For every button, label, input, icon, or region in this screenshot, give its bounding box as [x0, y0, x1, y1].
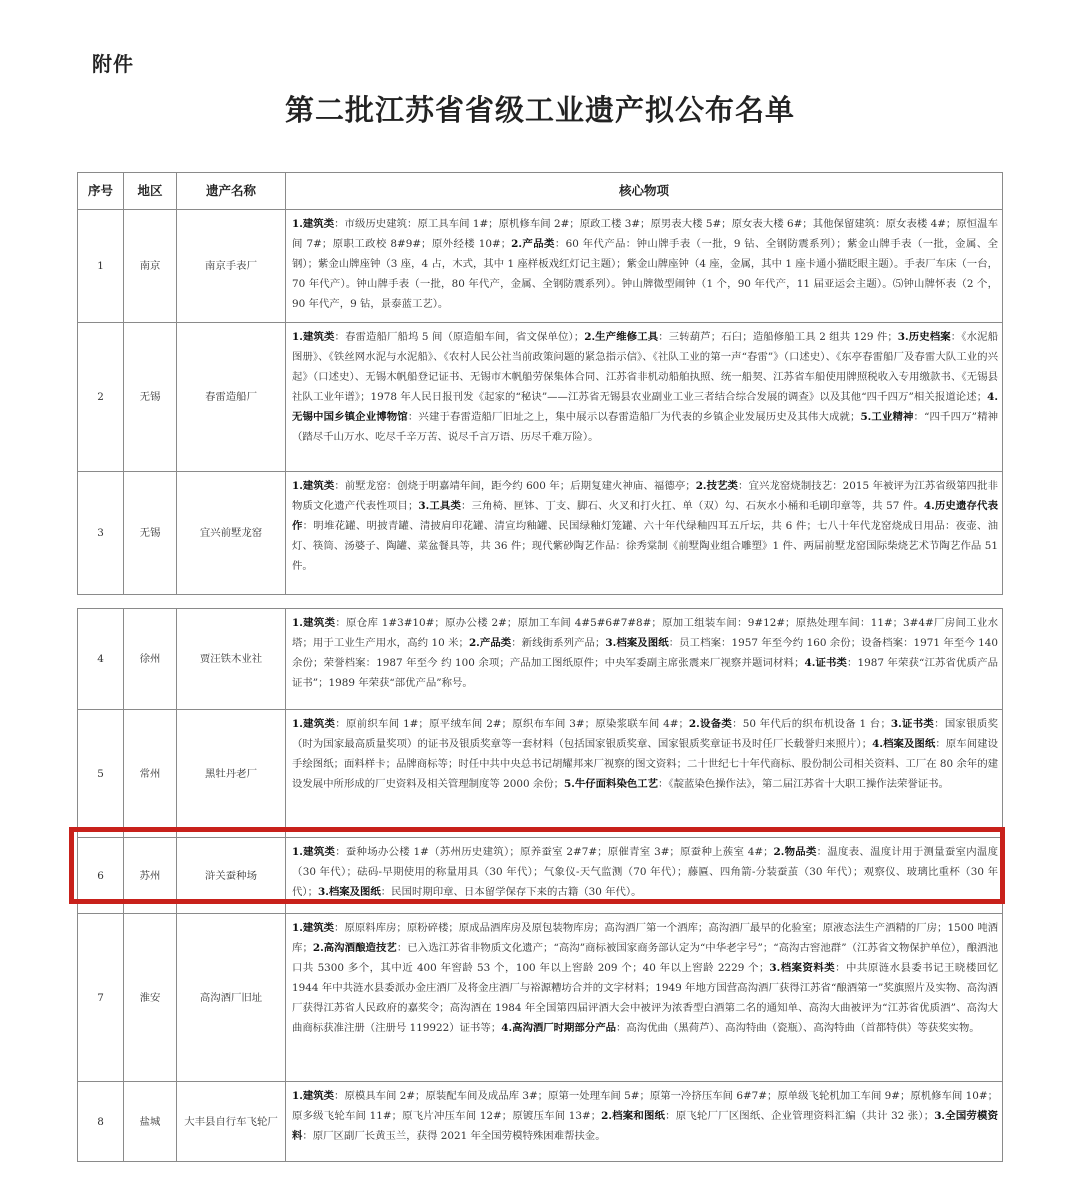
item-category-text: ：原仓库 1#3#10#；原办公楼 2#；原加工车间 4#5#6#7#8#；原加工组装车间：9#12#；原热处理车间：11#；3#4#厂房间工业水塔；用于工业生产用水，高约 10 米； — [292, 617, 998, 649]
item-category-text: ：兴建于春雷造船厂旧址之上，集中展示以春雷造船厂为代表的乡镇企业发展历史及其伟大成就； — [407, 411, 861, 423]
row-region: 无锡 — [124, 472, 177, 595]
item-category-text: ：三角椅、匣钵、丁支、脚石、火叉和打火扛、单（双）勾、石灰水小桶和毛刷印章等，共 57 件。 — [460, 500, 924, 512]
row-number: 5 — [78, 710, 124, 838]
item-category-label: 1.建筑类 — [292, 218, 335, 230]
item-category-label: 1.建筑类 — [292, 480, 335, 492]
row-heritage-name-text: 高沟酒厂旧址 — [199, 991, 263, 1004]
document-title: 第二批江苏省省级工业遗产拟公布名单 — [284, 93, 795, 127]
row-number: 7 — [78, 914, 124, 1082]
item-category-text: ：60 年代产品：钟山牌手表（一批，9 钻、全钢防震系列）；紫金山牌手表（一批，金属、全钢）；紫金山牌座钟（3 座，4 占，木式，其中 1 座样板戏红灯记主题）；紫金山牌座钟（4 座，金属，其中 1 座卡通小猫眨眼主题）。手表厂车床（一台，70 年代产）。钟山牌手表（一批，80 年代产，金属、全钢防震系列）。钟山牌微型闹钟（1 个，90 年代产，11 届亚运会主题）。⑸钟山牌怀表（2 个，90 年代产，9 钻，景泰蓝工艺）。 — [292, 238, 998, 310]
item-category-label: 1.建筑类 — [292, 718, 336, 730]
heritage-table-part-1 — [77, 172, 1003, 595]
row-heritage-name-text: 春雷造船厂 — [205, 391, 257, 403]
table-row — [78, 609, 1003, 710]
row-core-items — [286, 210, 1003, 323]
item-category-label: 2.高沟酒酿造技艺 — [312, 942, 397, 954]
row-core-items — [286, 710, 1003, 838]
row-region: 常州 — [124, 710, 177, 838]
item-category-label: 3.工具类 — [418, 500, 461, 512]
item-category-label: 4.历史遗存代表作 — [292, 500, 998, 532]
header-region: 地区 — [124, 173, 177, 210]
item-category-label: 2.设备类 — [688, 718, 733, 730]
item-category-label: 1.建筑类 — [292, 846, 336, 858]
item-category-label: 3.历史档案 — [897, 331, 951, 343]
header-heritage-name: 遗产名称 — [177, 173, 286, 210]
row-heritage-name-text: 浒关蚕种场 — [205, 869, 257, 882]
item-category-label: 2.档案和图纸 — [601, 1110, 666, 1122]
row-heritage-name — [177, 472, 286, 595]
item-category-text: ：宜兴龙窑烧制技艺：2015 年被评为江苏省级第四批非物质文化遗产代表性项目； — [292, 480, 998, 512]
item-category-label: 3.档案及图纸 — [317, 886, 381, 898]
item-category-label: 1.建筑类 — [292, 331, 335, 343]
item-category-text: ：民国时期印章、日本留学保存下来的古籍（30 年代）。 — [380, 886, 642, 898]
row-number: 6 — [78, 838, 124, 914]
item-category-text: ：春雷造船厂船坞 5 间（原造船车间，省文保单位）； — [334, 331, 585, 343]
row-heritage-name-text: 大丰县自行车飞轮厂 — [184, 1115, 278, 1128]
header-core-items: 核心物项 — [286, 173, 1003, 210]
item-category-text: ：原原料库房；原粉碎楼；原成品酒库房及原包装物库房；高沟酒厂第一个酒库；高沟酒厂最早的化验室；原液态法生产酒精的厂房；1500 吨酒库； — [292, 922, 998, 954]
item-category-text: ：《靛蓝染色操作法》，第二届江苏省十大职工操作法荣誉证书。 — [658, 778, 949, 790]
table-row — [78, 838, 1003, 914]
table-row — [78, 1082, 1003, 1162]
item-category-label: 2.技艺类 — [695, 480, 739, 492]
item-category-label: 1.建筑类 — [292, 922, 335, 934]
item-category-label: 2.生产维修工具 — [584, 331, 659, 343]
item-category-label: 2.产品类 — [511, 238, 555, 250]
item-category-text: ：中共原涟水县委书记王晓楼回忆 1944 年中共涟水县委派办金庄酒厂及将金庄酒厂与裕源糟坊合并的文字材料；1949 年地方国营高沟酒厂获得江苏省“酿酒第一”奖旗照片及实物、高沟酒厂获得江苏省人民政府的嘉奖令；高沟酒在 1984 年全国第四届评酒大会中被评为浓香型白酒第二名的通知单、高沟大曲被评为“江苏省优质酒”、高沟大曲商标获准注册（注册号 119922）证书等； — [292, 962, 998, 1034]
row-core-items — [286, 609, 1003, 710]
row-region: 淮安 — [124, 914, 177, 1082]
item-category-label: 4.无锡中国乡镇企业博物馆 — [292, 391, 998, 423]
row-core-items — [286, 1082, 1003, 1162]
header-no: 序号 — [78, 173, 124, 210]
item-category-text: ：原厂区副厂长黄玉兰，获得 2021 年全国劳模特殊困难帮扶金。 — [302, 1130, 606, 1142]
item-category-text: ：原模具车间 2#；原装配车间及成品库 3#；原第一处理车间 5#；原第一冷挤压车间 6#7#；原单级飞轮机加工车间 9#；原机修车间 10#；原多级飞轮车间 11#；原飞片冲压车间 12#；原镀压车间 13#； — [292, 1090, 998, 1122]
row-core-items — [286, 323, 1003, 472]
item-category-label: 4.档案及图纸 — [872, 738, 936, 750]
item-category-text: ：原车间建设手绘图纸；面料样卡；品牌商标等；时任中共中央总书记胡耀邦来厂视察的图文资料；二十世纪七十年代商标、股份制公司相关资料、工厂在 80 余年的建设发展中所形成的厂史资料及相关管理制度等 2000 余份； — [292, 738, 999, 790]
table-row — [78, 914, 1003, 1082]
item-category-text: ：“四千四万”精神（踏尽千山万水、吃尽千辛万苦、说尽千言万语、历尽千难万险）。 — [292, 411, 999, 443]
item-category-text: ：新线街系列产品； — [511, 637, 606, 649]
row-heritage-name — [177, 914, 286, 1082]
row-heritage-name — [177, 838, 286, 914]
attachment-label: 附件 — [92, 52, 134, 76]
row-core-items — [286, 838, 1003, 914]
item-category-text: ：温度表、温度计用于测量蚕室内温度（30 年代）；砝码-早期使用的称量用具（30 年代）；气象仪-天气监测（70 年代）；藤匾、四角箭-分装蚕茧（30 年代）；观察仪、玻璃比重杯（30 年代）； — [292, 846, 998, 898]
item-category-label: 3.档案资料类 — [769, 962, 836, 974]
item-category-label: 1.建筑类 — [292, 617, 336, 629]
item-category-label: 2.产品类 — [468, 637, 512, 649]
row-heritage-name-text: 黑牡丹老厂 — [205, 767, 257, 780]
row-region: 无锡 — [124, 323, 177, 472]
row-heritage-name — [177, 710, 286, 838]
row-heritage-name — [177, 1082, 286, 1162]
item-category-label: 3.全国劳模资料 — [292, 1110, 998, 1142]
row-heritage-name — [177, 323, 286, 472]
row-core-items — [286, 914, 1003, 1082]
item-category-text: ：50 年代后的织布机设备 1 台； — [732, 718, 891, 730]
row-region: 徐州 — [124, 609, 177, 710]
row-heritage-name-text: 贾汪铁木业社 — [199, 653, 263, 665]
table-row — [78, 210, 1003, 323]
table-row — [78, 710, 1003, 838]
table-row — [78, 472, 1003, 595]
item-category-text: ：国家银质奖（时为国家最高质量奖项）的证书及银质奖章等一套材料（包括国家银质奖章、国家银质奖章证书及时任厂长载誉归来照片）； — [292, 718, 999, 750]
row-number: 8 — [78, 1082, 124, 1162]
item-category-text: ：已入选江苏省非物质文化遗产；“高沟”商标被国家商务部认定为“中华老字号”；“高沟古窖池群”（江苏省文物保护单位），酿酒池口共 5300 多个，其中近 400 年窖龄 53 个，100 年以上窖龄 209 个；40 年以上窖龄 2229 个； — [292, 942, 999, 974]
row-region: 盐城 — [124, 1082, 177, 1162]
row-number: 1 — [78, 210, 124, 323]
item-category-text: ：前墅龙窑：创烧于明嘉靖年间，距今约 600 年；后期复建火神庙、福德亭； — [334, 480, 696, 492]
item-category-label: 1.建筑类 — [292, 1090, 335, 1102]
item-category-text: ：《水泥船图册》、《铁丝网水泥与水泥船》、《农村人民公社当前政策问题的紧急指示信》、《社队工业的第一声“春雷”》（口述史）、《东亭春雷船厂及春雷大队工业的兴起》（口述史）、无锡木帆船登记证书、无锡市木帆船劳保集体合同、江苏省非机动船舶执照、统一船契、江苏省车船使用牌照税收入专用缴款书、《无锡县社队工业年谱》；1978 年人民日报刊发《起家的“秘诀”——江苏省无锡县农业副业工业三者结合综合发展的调查》以及其他“四千四万”相关报道论述； — [292, 331, 998, 403]
item-category-text: ：高沟优曲（黑荷芦）、高沟特曲（瓷瓶）、高沟特曲（首都特供）等获奖实物。 — [615, 1022, 980, 1034]
item-category-text: ：原飞轮厂厂区图纸、企业管理资料汇编（共计 32 张）； — [665, 1110, 935, 1122]
item-category-text: ：明堆花罐、明披青罐、清披肩印花罐、清宣均釉罐、民国绿釉灯笼罐、六十年代绿釉四耳五斤坛，共 6 件；七八十年代龙窑烧成日用品：夜壶、油灯、筷筒、汤婆子、陶罐、菜盆餐具等，共 36 件；现代紫砂陶艺作品：徐秀棠制《前墅陶业组合雕塑》1 件、两届前墅龙窑国际柴烧艺术节陶艺作品 51 件。 — [292, 520, 998, 572]
row-region: 苏州 — [124, 838, 177, 914]
row-number: 4 — [78, 609, 124, 710]
row-heritage-name — [177, 210, 286, 323]
item-category-text: ：蚕种场办公楼 1#（苏州历史建筑）；原养蚕室 2#7#；原催青室 3#；原蚕种上蔟室 4#； — [335, 846, 774, 858]
row-core-items-clipped — [292, 842, 998, 908]
item-category-label: 5.牛仔面料染色工艺 — [564, 778, 659, 790]
item-category-text: ：市级历史建筑：原工具车间 1#；原机修车间 2#；原政工楼 3#；原男表大楼 5#；原女表大楼 6#；其他保留建筑：原女表楼 4#；原恒温车间 7#；原职工政校 8#9#；原外经楼 10#； — [292, 218, 998, 250]
item-category-label: 2.物品类 — [773, 846, 817, 858]
item-category-text: ：员工档案：1957 年至今约 160 余份；设备档案：1971 年至今 140 余份；荣誉档案：1987 年至今 约 100 余项；产品加工图纸原件；中央军委副主席张震来厂视察并题词材料； — [292, 637, 998, 669]
table-row — [78, 323, 1003, 472]
item-category-label: 4.证书类 — [804, 657, 848, 669]
item-category-text: ：原前织车间 1#；原平绒车间 2#；原织布车间 3#；原染浆联车间 4#； — [335, 718, 689, 730]
row-number: 3 — [78, 472, 124, 595]
row-number: 2 — [78, 323, 124, 472]
item-category-text: ：三转葫芦；石臼；造船修船工具 2 组共 129 件； — [658, 331, 898, 343]
row-region: 南京 — [124, 210, 177, 323]
row-heritage-name-text: 宜兴前墅龙窑 — [199, 527, 263, 539]
heritage-table-part-2 — [77, 608, 1003, 1162]
table-header-row — [78, 173, 1003, 210]
item-category-label: 4.高沟酒厂时期部分产品 — [501, 1022, 616, 1034]
item-category-label: 5.工业精神 — [860, 411, 914, 423]
item-category-label: 3.证书类 — [890, 718, 935, 730]
row-heritage-name — [177, 609, 286, 710]
item-category-text: ：1987 年荣获“江苏省优质产品证书”；1989 年荣获“部优产品”称号。 — [292, 657, 998, 689]
row-heritage-name-text: 南京手表厂 — [205, 260, 257, 272]
row-core-items — [286, 472, 1003, 595]
item-category-label: 3.档案及图纸 — [605, 637, 669, 649]
page-break-gap — [77, 597, 1003, 608]
